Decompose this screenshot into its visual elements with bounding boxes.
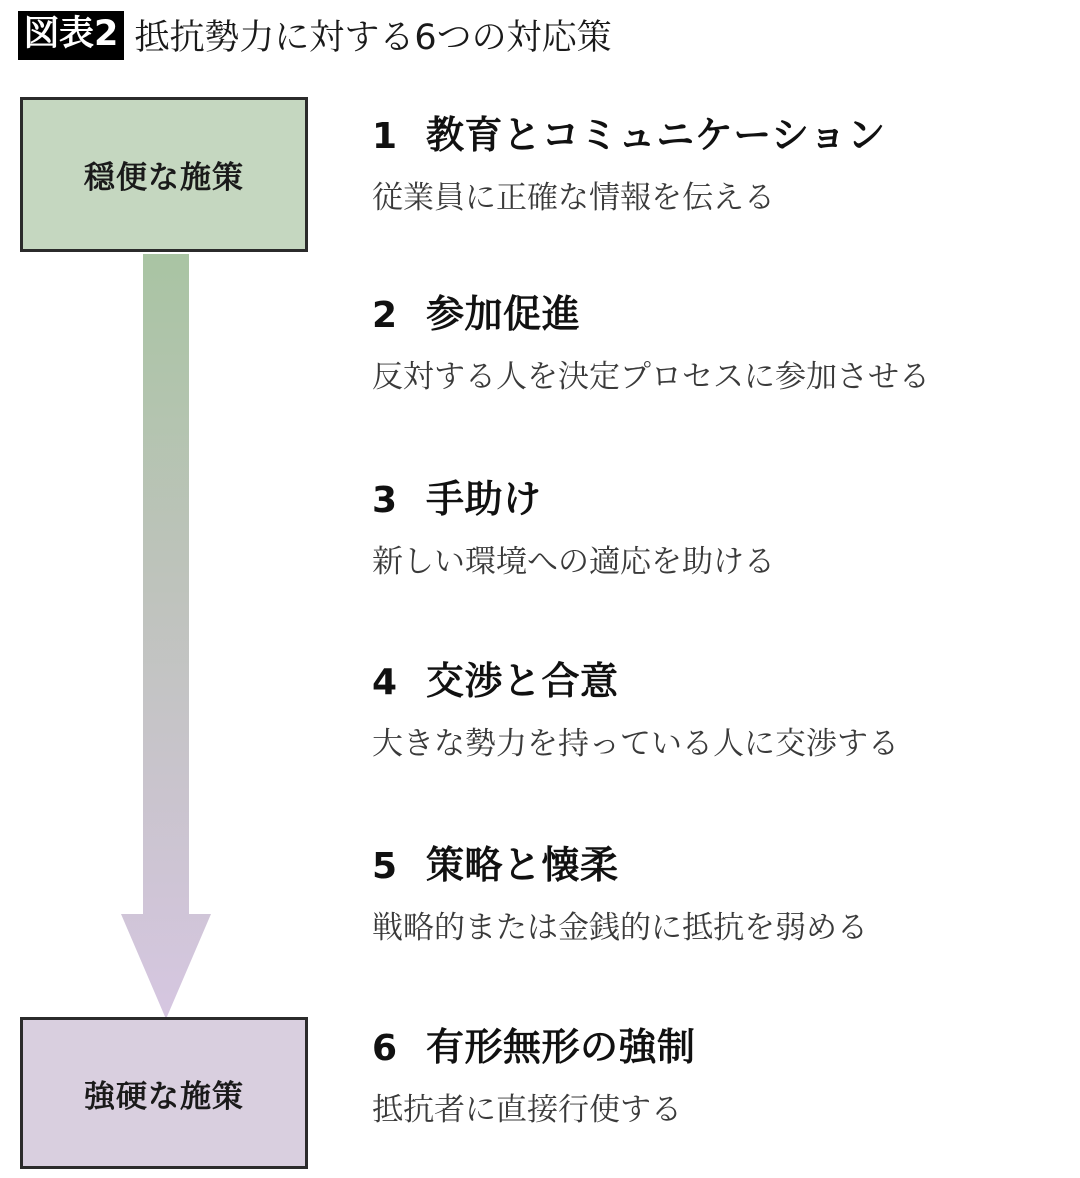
measure-description: 大きな勢力を持っている人に交渉する [372,726,899,762]
list-item [372,283,1062,396]
measure-heading [372,834,1062,889]
downward-gradient-arrow [121,254,211,1019]
measure-title: 参加促進 [426,292,581,336]
figure-header [18,8,612,62]
measure-description: 反対する人を決定プロセスに参加させる [372,359,930,395]
hard-measures-box [20,1017,308,1169]
list-item [372,834,1062,947]
measure-title: 教育とコミュニケーション [426,113,886,157]
measure-number: 2 [372,295,398,336]
list-item [372,1016,1062,1129]
hard-measures-label: 強硬な施策 [84,1078,244,1115]
measure-number: 6 [372,1028,398,1069]
measure-number: 4 [372,662,398,703]
measure-number: 3 [372,480,398,521]
measure-description: 戦略的または金銭的に抵抗を弱める [372,910,868,946]
measure-description: 抵抗者に直接行使する [372,1092,682,1128]
mild-measures-label: 穏便な施策 [84,160,244,196]
page-title: 抵抗勢力に対する6つの対応策 [134,18,612,58]
list-item [372,104,1062,217]
measure-title: 策略と懐柔 [426,843,619,887]
severity-scale [20,97,312,1162]
figure-number-badge: 図表2 [18,11,124,60]
measure-heading [372,650,1062,705]
measure-heading [372,283,1062,338]
measure-heading [372,104,1062,159]
measure-title: 交渉と合意 [426,659,619,703]
measure-title: 手助け [426,477,542,521]
measure-title: 有形無形の強制 [426,1025,696,1069]
measure-description: 従業員に正確な情報を伝える [372,180,775,216]
measure-heading [372,1016,1062,1071]
list-item [372,468,1062,581]
measure-number: 5 [372,846,398,887]
mild-measures-box [20,97,308,252]
measure-number: 1 [372,116,398,157]
list-item [372,650,1062,763]
measure-description: 新しい環境への適応を助ける [372,544,775,580]
measure-heading [372,468,1062,523]
